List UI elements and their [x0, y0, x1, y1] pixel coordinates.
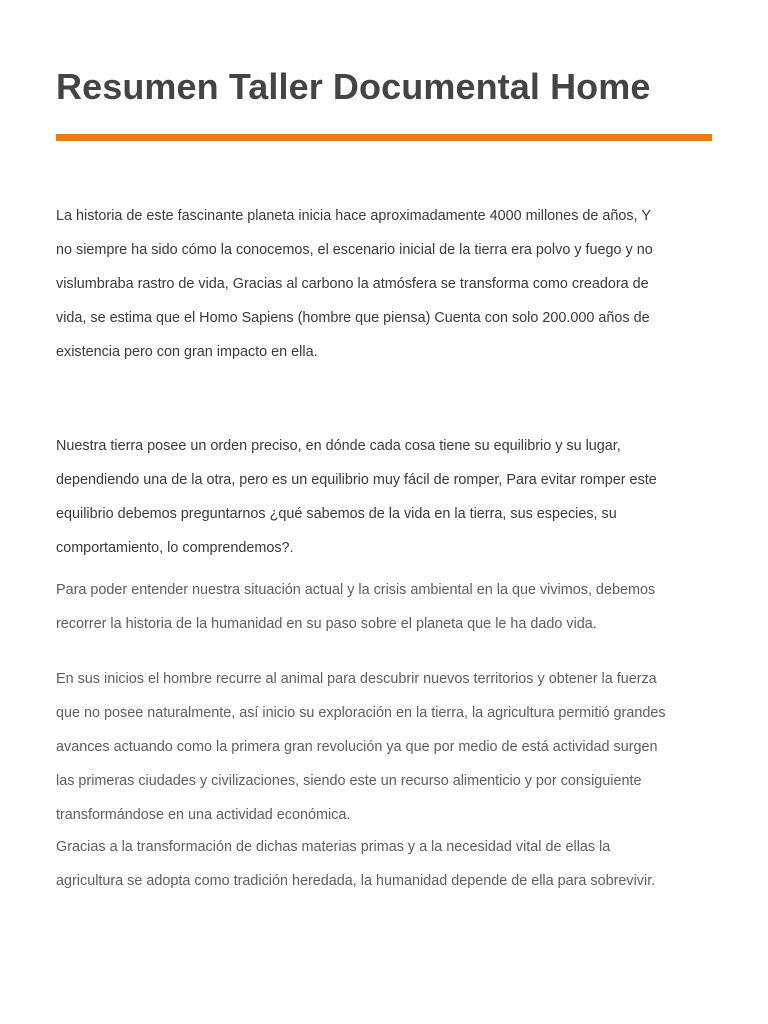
paragraph-5: Gracias a la transformación de dichas materias primas y a la necesidad vital de ellas la agricultura se adopta como tradición heredada, la humanidad depende de ella para sobrevivir.	[56, 839, 656, 889]
paragraph-3: Para poder entender nuestra situación actual y la crisis ambiental en la que vivimos, debemos recorrer la historia de la humanidad en su paso sobre el planeta que le ha dado vida.	[56, 582, 656, 632]
title-divider	[56, 134, 712, 141]
paragraph-1: La historia de este fascinante planeta inicia hace aproximadamente 4000 millones de años, Y no siempre ha sido cómo la conocemos, el escenario inicial de la tierra era polvo y fuego y no vislumbraba rastro de vida, Gracias al carbono la atmósfera se transforma como creadora de vida, se estima que el Homo Sapiens (hombre que piensa) Cuenta con solo 200.000 años de existencia pero con gran impacto en ella.	[56, 208, 653, 360]
paragraph-2: Nuestra tierra posee un orden preciso, en dónde cada cosa tiene su equilibrio y su lugar, dependiendo una de la otra, pero es un equilibrio muy fácil de romper, Para evitar romper este equilibrio debemos preguntarnos ¿qué sabemos de la vida en la tierra, sus especies, su comportamiento, lo comprendemos?.	[56, 438, 657, 556]
paragraph-4: En sus inicios el hombre recurre al animal para descubrir nuevos territorios y obtener la fuerza que no posee naturalmente, así inicio su exploración en la tierra, la agricultura permitió grandes avances actuando como la primera gran revolución ya que por medio de está actividad surgen las primeras ciudades y civilizaciones, siendo este un recurso alimenticio y por consiguiente transformándose en una actividad económica.	[56, 671, 666, 823]
page-title: Resumen Taller Documental Home	[56, 66, 651, 107]
